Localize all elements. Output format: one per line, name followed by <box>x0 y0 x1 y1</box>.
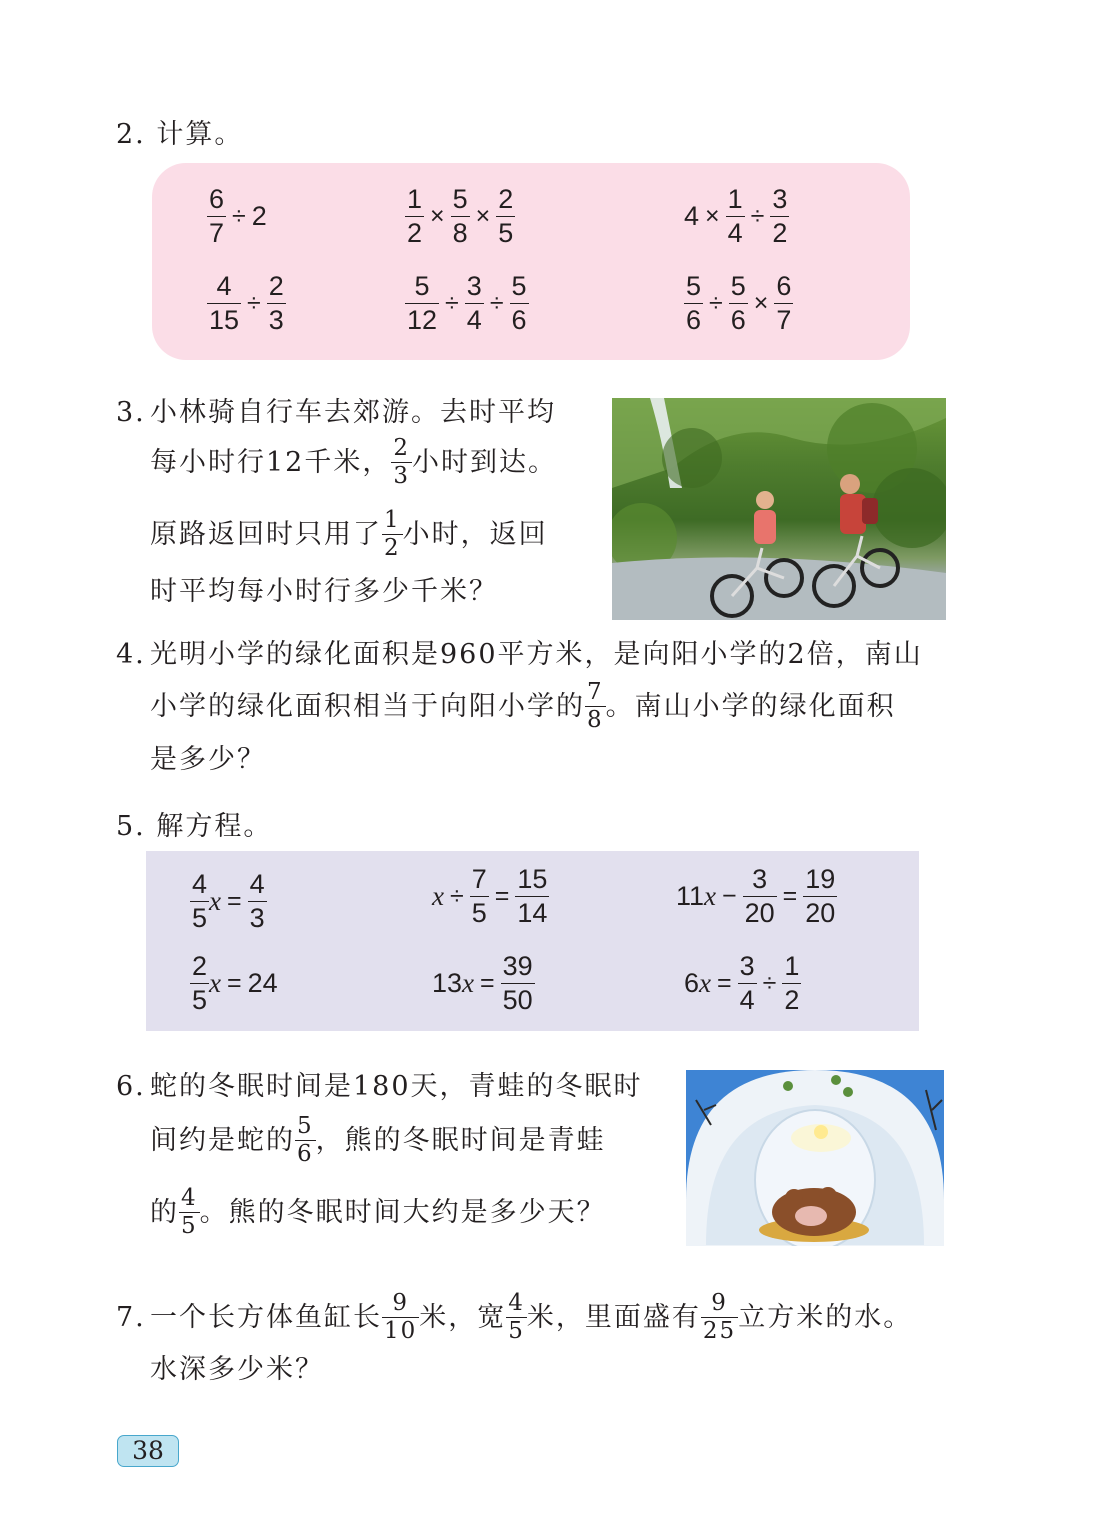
q6-line-2: 间约是蛇的 $\frac{5}{6}$ ，熊的冬眠时间是青蛙 <box>150 1112 606 1167</box>
q3-number: 3. <box>116 397 146 428</box>
q2-label: 2. 计算。 <box>116 119 244 150</box>
q4-line-1: 光明小学的绿化面积是960平方米，是向阳小学的2倍，南山 <box>150 639 923 670</box>
q4-line-3: 是多少？ <box>150 744 266 775</box>
q5-equation-1: $\frac{4}{5}$ x = $\frac{4}{3}$ <box>192 869 265 933</box>
q3-line-4: 时平均每小时行多少千米？ <box>150 576 498 607</box>
q7-line-2: 水深多少米？ <box>150 1354 324 1385</box>
hibernating-bear-drawing <box>686 1070 944 1246</box>
q5-equation-2: x ÷ $\frac{7}{5}$ = $\frac{15}{14}$ <box>432 864 548 928</box>
q2-item-3: 4 × $\frac{1}{4}$ ÷ $\frac{3}{2}$ <box>684 184 788 248</box>
page-number: 38 <box>117 1435 179 1467</box>
q6-number: 6. <box>116 1071 146 1102</box>
q2-item-1: $\frac{6}{7}$ ÷ 2 <box>209 184 267 248</box>
q3-line-3: 原路返回时只用了 $\frac{1}{2}$ 小时，返回 <box>150 506 548 561</box>
cyclists-photo <box>612 398 946 620</box>
q4-line-2: 小学的绿化面积相当于向阳小学的 $\frac{7}{8}$ 。南山小学的绿化面积 <box>150 678 896 733</box>
q7-line-1: 一个长方体鱼缸长 $\frac{9}{10}$ 米，宽 $\frac{4}{5}$ 米，里面盛有 $\frac{9}{25}$ 立方米的水。 <box>150 1289 913 1344</box>
q5-equation-6: 6 x = $\frac{3}{4}$ ÷ $\frac{1}{2}$ <box>684 951 800 1015</box>
q5-label: 5. 解方程。 <box>116 811 273 842</box>
q3-line-1: 小林骑自行车去郊游。去时平均 <box>150 397 556 428</box>
q4-number: 4. <box>116 639 146 670</box>
q5-equation-4: $\frac{2}{5}$ x = 24 <box>192 951 278 1015</box>
hibernating-bear-illustration <box>686 1070 944 1246</box>
q3-line-2: 每小时行12千米， $\frac{2}{3}$ 小时到达。 <box>150 434 557 489</box>
q2-item-2: $\frac{1}{2}$ × $\frac{5}{8}$ × $\frac{2}{5}$ <box>407 184 514 248</box>
q7-number: 7. <box>116 1302 146 1333</box>
q5-equation-5: 13 x = $\frac{39}{50}$ <box>432 951 533 1015</box>
q5-equation-3: 11 x − $\frac{3}{20}$ = $\frac{19}{20}$ <box>676 864 836 928</box>
q6-line-1: 蛇的冬眠时间是180天，青蛙的冬眠时 <box>150 1071 643 1102</box>
q6-line-3: 的 $\frac{4}{5}$ 。熊的冬眠时间大约是多少天？ <box>150 1184 606 1239</box>
cyclists-photo-drawing <box>612 398 946 620</box>
q2-item-4: $\frac{4}{15}$ ÷ $\frac{2}{3}$ <box>209 271 284 335</box>
q2-item-5: $\frac{5}{12}$ ÷ $\frac{3}{4}$ ÷ $\frac{5}{6}$ <box>407 271 527 335</box>
q2-item-6: $\frac{5}{6}$ ÷ $\frac{5}{6}$ × $\frac{6}{7}$ <box>686 271 792 335</box>
